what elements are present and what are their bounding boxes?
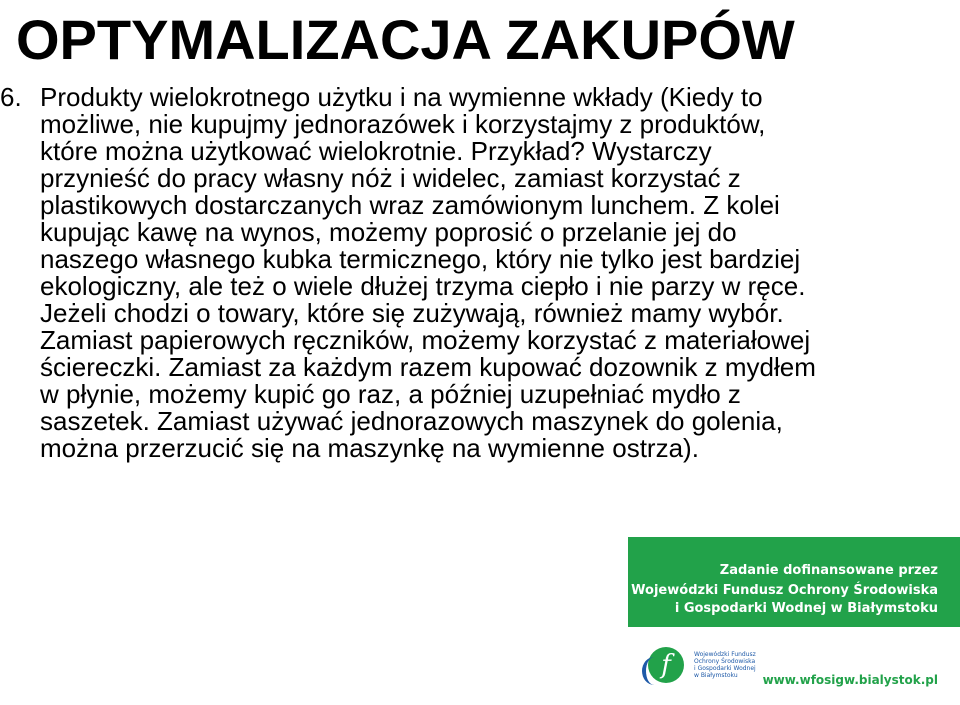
body-line: możliwe, nie kupujmy jednorazówek i korzystajmy z produktów, (40, 109, 766, 139)
body-line (0, 84, 905, 111)
logo-text-line: w Białymstoku (694, 672, 738, 679)
body-line: które można użytkować wielokrotnie. Przykład? Wystarczy (40, 136, 712, 166)
slide-title: OPTYMALIZACJA ZAKUPÓW (16, 8, 795, 71)
logo-text-line: i Gospodarki Wodnej (694, 665, 756, 672)
body-line: kupując kawę na wynos, możemy poprosić o przelanie jej do (40, 217, 737, 247)
banner-header (628, 537, 960, 627)
wfosigw-logo-icon (648, 647, 684, 683)
sponsor-banner (628, 537, 960, 705)
body-line: ściereczki. Zamiast za każdym razem kupować dozownik z mydłem (40, 352, 816, 382)
body-line: naszego własnego kubka termicznego, który nie tylko jest bardziej (40, 244, 801, 274)
body-line: przynieść do pracy własny nóż i widelec, zamiast korzystać z (40, 163, 741, 193)
banner-footer (628, 627, 960, 705)
logo-swoosh (642, 657, 666, 685)
body-line: plastikowych dostarczanych wraz zamówionym lunchem. Z kolei (40, 190, 780, 220)
body-line: saszetek. Zamiast używać jednorazowych maszynek do golenia, (40, 406, 783, 436)
body-line: w płynie, możemy kupić go raz, a później uzupełniać mydło z (40, 379, 741, 409)
banner-line-fund-name: Wojewódzki Fundusz Ochrony Środowiska (631, 583, 938, 598)
body-line: Zamiast papierowych ręczników, możemy korzystać z materiałowej (40, 325, 811, 355)
logo-text (694, 651, 756, 679)
body-text: Produkty wielokrotnego użytku i na wymienne wkłady (Kiedy to (40, 82, 763, 112)
body-line: ekologiczny, ale też o wiele dłużej trzyma ciepło i nie parzy w ręce. (40, 271, 806, 301)
logo-text-line: Wojewódzki Fundusz (694, 651, 756, 658)
item-number: 6. (0, 82, 22, 112)
banner-line-funded-by: Zadanie dofinansowane przez (719, 563, 938, 578)
banner-line-fund-location: i Gospodarki Wodnej w Białymstoku (674, 601, 938, 616)
slide-body (0, 84, 905, 462)
website-link[interactable]: www.wfosigw.bialystok.pl (762, 673, 938, 687)
logo-text-line: Ochrony Środowiska (694, 658, 756, 665)
body-line: Jeżeli chodzi o towary, które się zużywają, również mamy wybór. (40, 298, 784, 328)
logo-glyph: f (661, 650, 671, 680)
body-line: można przerzucić się na maszynkę na wymienne ostrza). (40, 433, 699, 463)
